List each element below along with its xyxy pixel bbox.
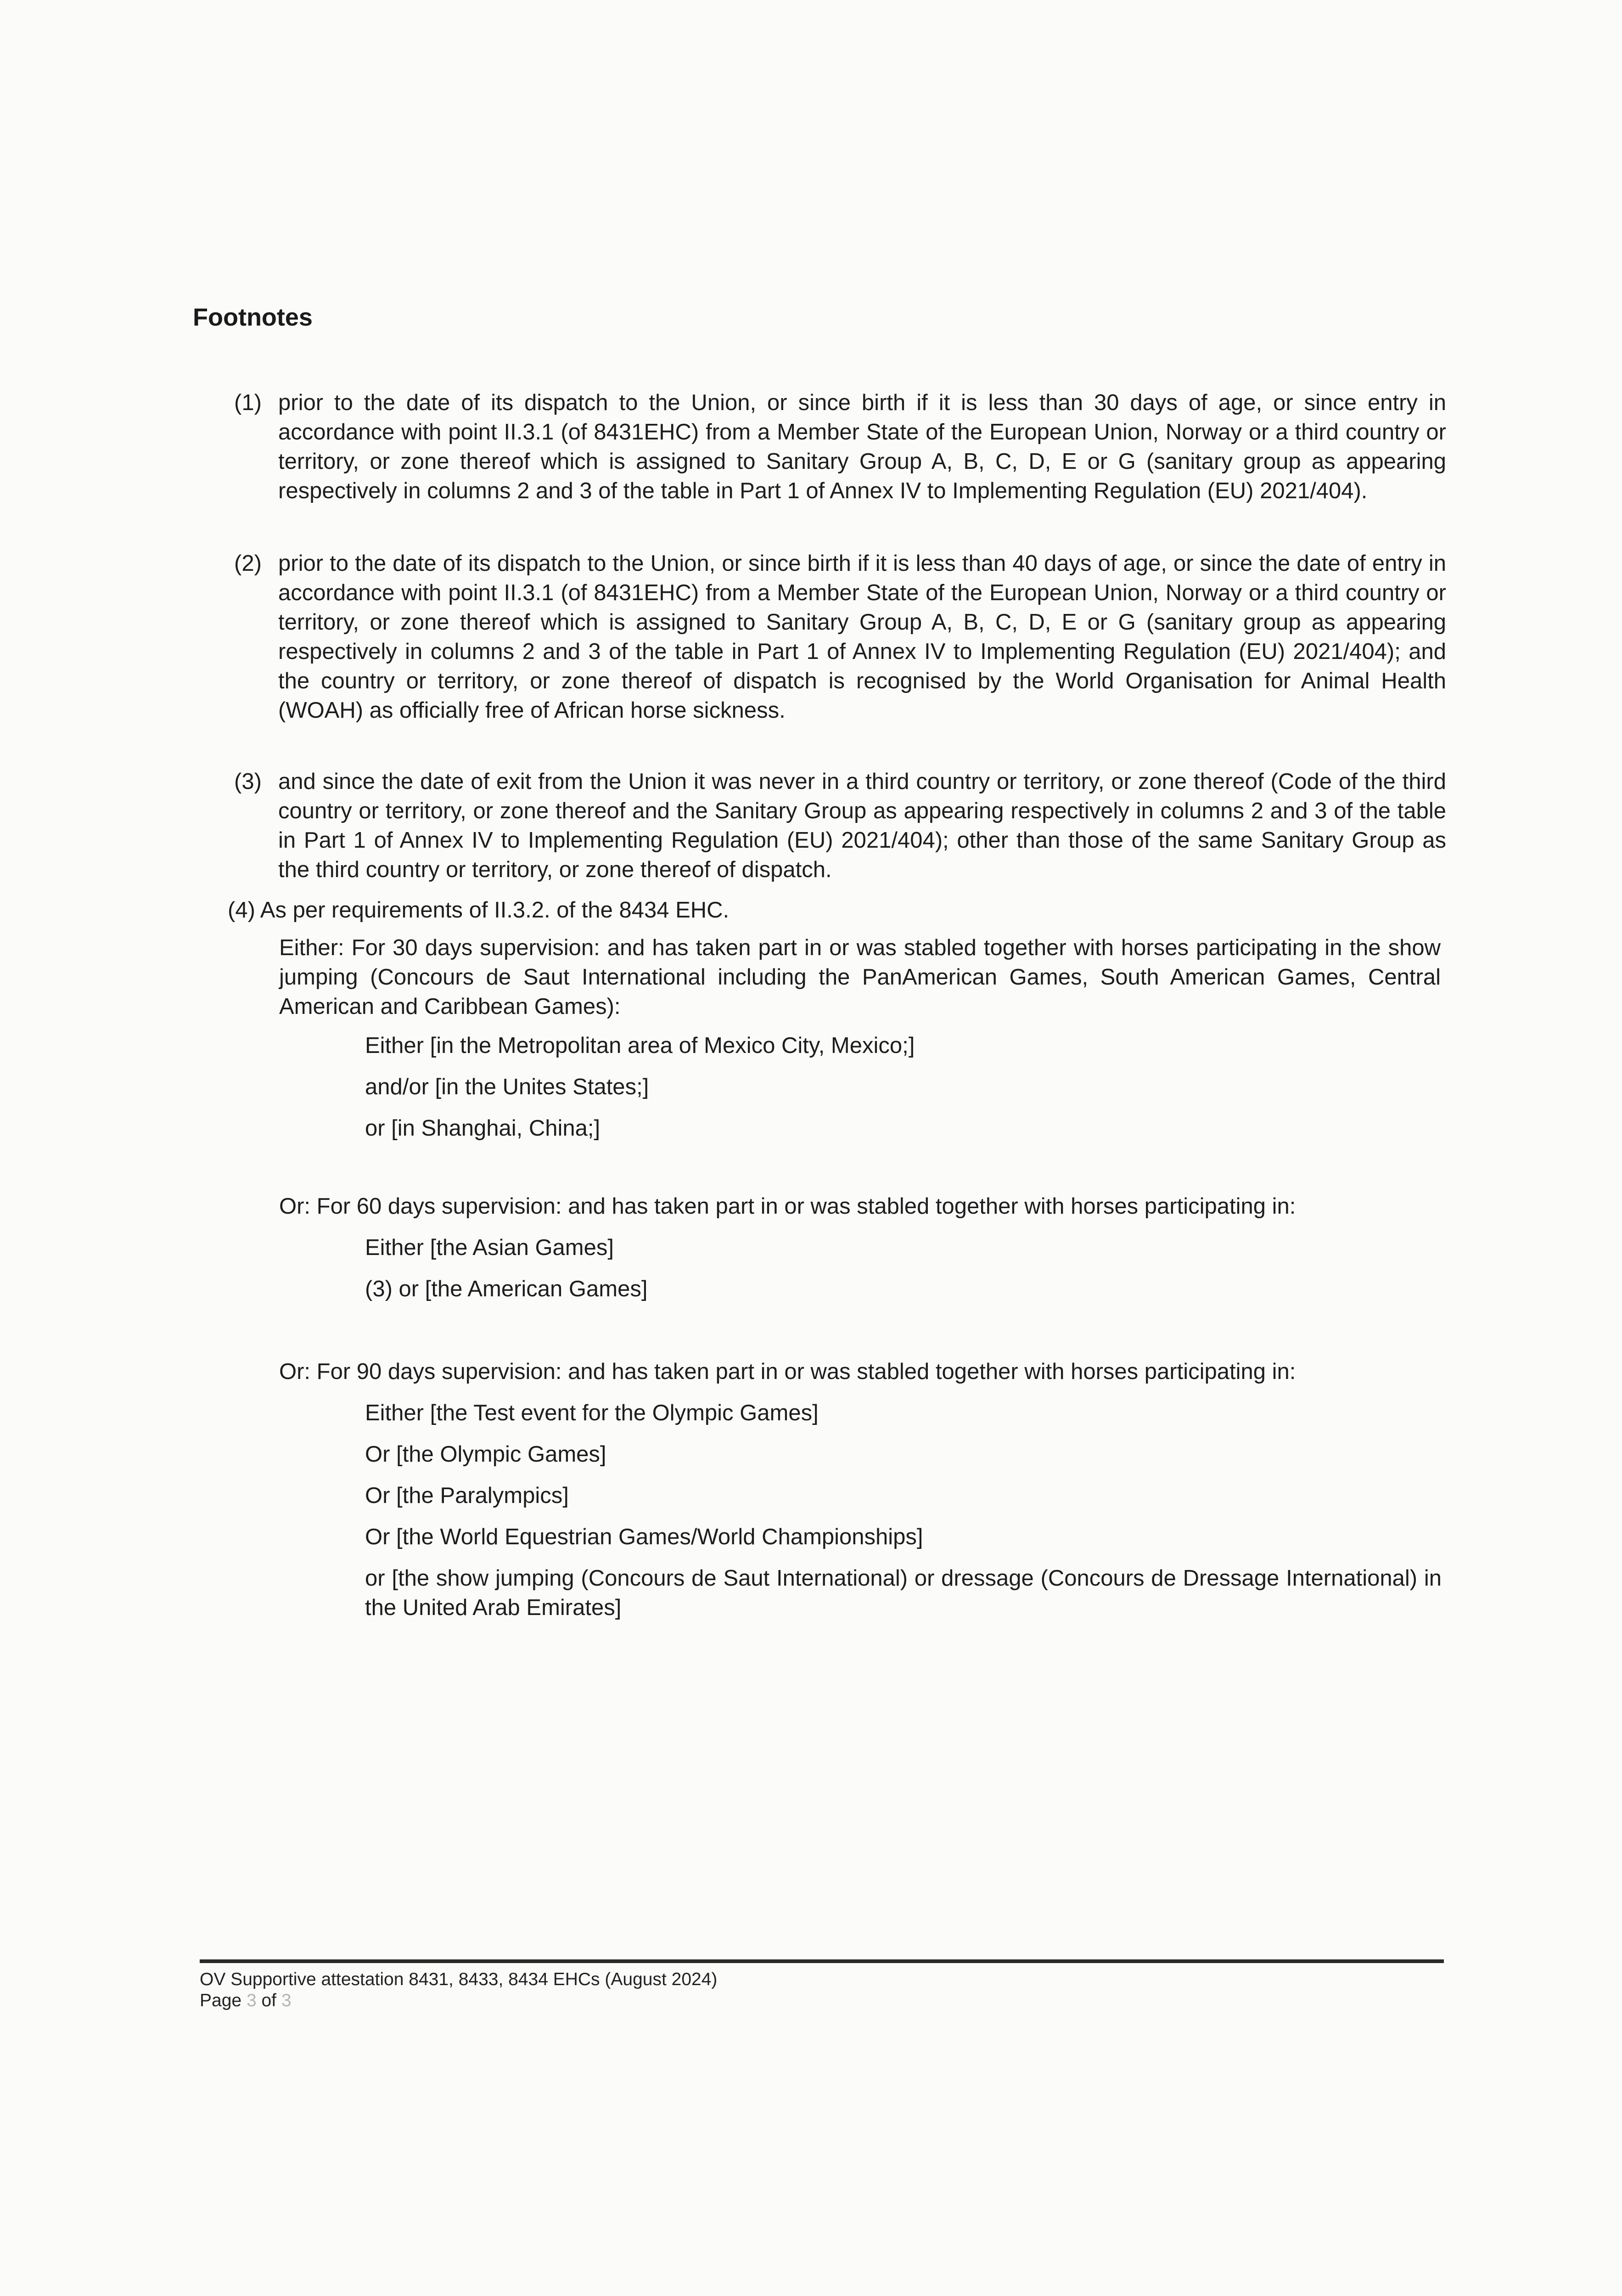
footnote-4-intro: (4) As per requirements of II.3.2. of the 8434 EHC. (228, 898, 730, 923)
footnote-text: and since the date of exit from the Union it was never in a third country or territory, or zone thereof (Code of the third country or territory, or zone thereof and the Sanitary Group as appearing respectively in columns 2 and 3 of the table in Part 1 of Annex IV to Implementing Regulation (EU) 2021/404); other than those of the same Sanitary Group as the third country or territory, or zone thereof of dispatch. (278, 769, 1446, 882)
option-90-item: or [the show jumping (Concours de Saut International) or dressage (Concours de Dressage International) in the United Arab Emirates] (365, 1566, 1442, 1620)
footnotes-heading: Footnotes (193, 304, 313, 331)
footnote-text: prior to the date of its dispatch to the Union, or since birth if it is less than 30 days of age, or since entry in accordance with point II.3.1 (of 8431EHC) from a Member State of the European Union, Norway or a third country or territory, or zone thereof which is assigned to Sanitary Group A, B, C, D, E or G (sanitary group as appearing respectively in columns 2 and 3 of the table in Part 1 of Annex IV to Implementing Regulation (EU) 2021/404). (278, 390, 1446, 503)
footnote-3 (234, 767, 1446, 884)
footnote-number: (2) (234, 551, 262, 576)
footnote-number: (1) (234, 390, 262, 415)
option-60-days: Or: For 60 days supervision: and has taken part in or was stabled together with horses participating in: (279, 1194, 1296, 1219)
footer-page-number (200, 1990, 292, 2011)
footnote-number: (3) (234, 769, 262, 794)
page-of: of (261, 1991, 277, 2010)
page-current: 3 (246, 1991, 257, 2010)
option-90-item: Or [the Paralympics] (365, 1483, 569, 1508)
option-90-item: Or [the Olympic Games] (365, 1442, 606, 1467)
footnote-text: prior to the date of its dispatch to the Union, or since birth if it is less than 40 days of age, or since the date of entry in accordance with point II.3.1 (of 8431EHC) from a Member State of the European Union, Norway or a third country or territory, or zone thereof which is assigned to Sanitary Group A, B, C, D, E or G (sanitary group as appearing respectively in columns 2 and 3 of the table in Part 1 of Annex IV to Implementing Regulation (EU) 2021/404); and the country or territory, or zone thereof of dispatch is recognised by the World Organisation for Animal Health (WOAH) as officially free of African horse sickness. (278, 551, 1446, 723)
footnote-2 (234, 549, 1446, 725)
option-90-item: Or [the World Equestrian Games/World Championships] (365, 1525, 923, 1549)
page-label: Page (200, 1991, 242, 2010)
option-60-item: (3) or [the American Games] (365, 1277, 648, 1301)
option-90-days: Or: For 90 days supervision: and has taken part in or was stabled together with horses participating in: (279, 1359, 1296, 1384)
option-30-days: Either: For 30 days supervision: and has taken part in or was stabled together with horses participating in the show jumping (Concours de Saut International including the PanAmerican Games, South American Games, Central American and Caribbean Games): (279, 935, 1441, 1019)
footer-title: OV Supportive attestation 8431, 8433, 8434 EHCs (August 2024) (200, 1970, 718, 1989)
option-90-item: Either [the Test event for the Olympic Games] (365, 1401, 819, 1425)
option-60-item: Either [the Asian Games] (365, 1235, 614, 1260)
option-30-item: Either [in the Metropolitan area of Mexico City, Mexico;] (365, 1033, 915, 1058)
option-30-item: or [in Shanghai, China;] (365, 1116, 601, 1141)
page-total: 3 (281, 1991, 292, 2010)
footer-divider (200, 1959, 1444, 1963)
footnote-1 (234, 388, 1446, 506)
option-30-item: and/or [in the Unites States;] (365, 1075, 649, 1099)
